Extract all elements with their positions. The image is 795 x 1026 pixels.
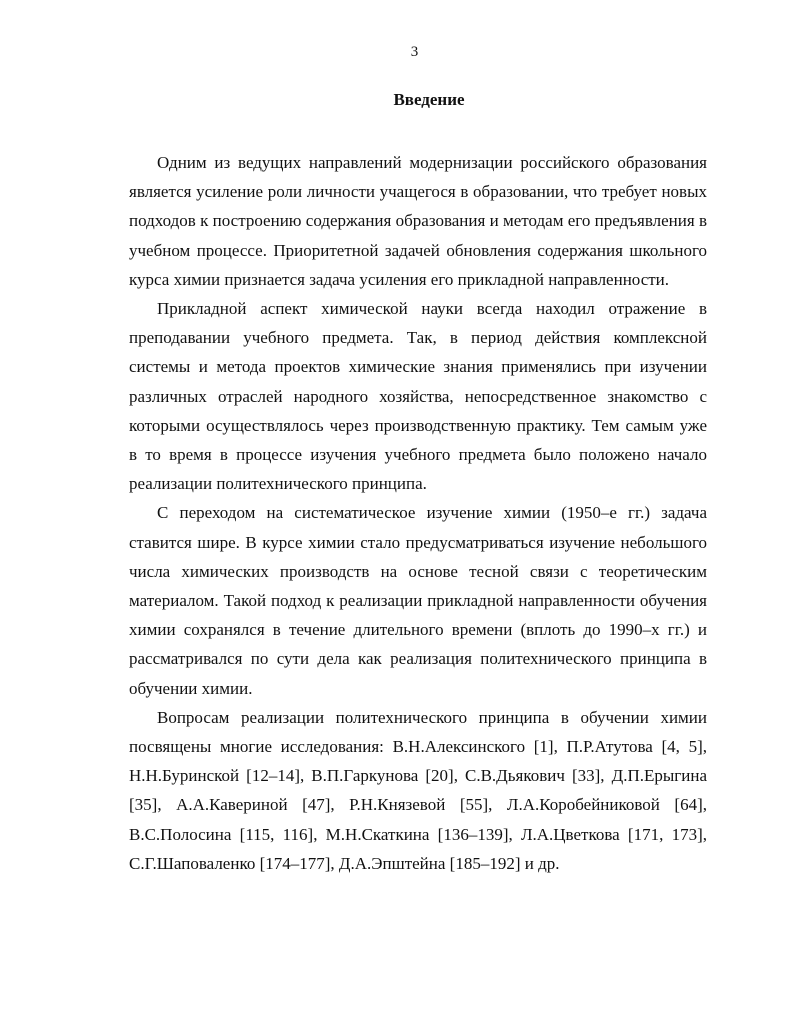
page-title: Введение <box>393 90 465 109</box>
document-body <box>129 148 707 878</box>
paragraph: Одним из ведущих направлений модернизации российского образования является усиление роли личности учащегося в образовании, что требует новых подходов к построению содержания образования и методам его предъявления в учебном процессе. Приоритетной задачей обновления содержания школьного курса химии признается задача усиления его прикладной направленности. <box>129 153 707 289</box>
paragraph: Прикладной аспект химической науки всегда находил отражение в преподавании учебного предмета. Так, в период действия комплексной системы и метода проектов химические знания применялись при изучении различных отраслей народного хозяйства, непосредственное знакомство с которыми осуществлялось через производственную практику. Тем самым уже в то время в процессе изучения учебного предмета было положено начало реализации политехнического принципа. <box>129 299 707 494</box>
paragraph: С переходом на систематическое изучение химии (1950–е гг.) задача ставится шире. В курсе химии стало предусматриваться изучение небольшого числа химических производств на основе тесной связи с теоретическим материалом. Такой подход к реализации прикладной направленности обучения химии сохранялся в течение длительного времени (вплоть до 1990–х гг.) и рассматривался по сути дела как реализация политехнического принципа в обучении химии. <box>129 503 707 698</box>
paragraph: Вопросам реализации политехнического принципа в обучении химии посвящены многие исследования: В.Н.Алексинского [1], П.Р.Атутова [4, 5], Н.Н.Буринской [12–14], В.П.Гаркунова [20], С.В.Дьякович [33], Д.П.Ерыгина [35], А.А.Кавериной [47], Р.Н.Князевой [55], Л.А.Коробейниковой [64], В.С.Полосина [115, 116], М.Н.Скаткина [136–139], Л.А.Цветкова [171, 173], С.Г.Шаповаленко [174–177], Д.А.Эпштейна [185–192] и др. <box>129 707 707 873</box>
page-number: 3 <box>410 44 419 60</box>
